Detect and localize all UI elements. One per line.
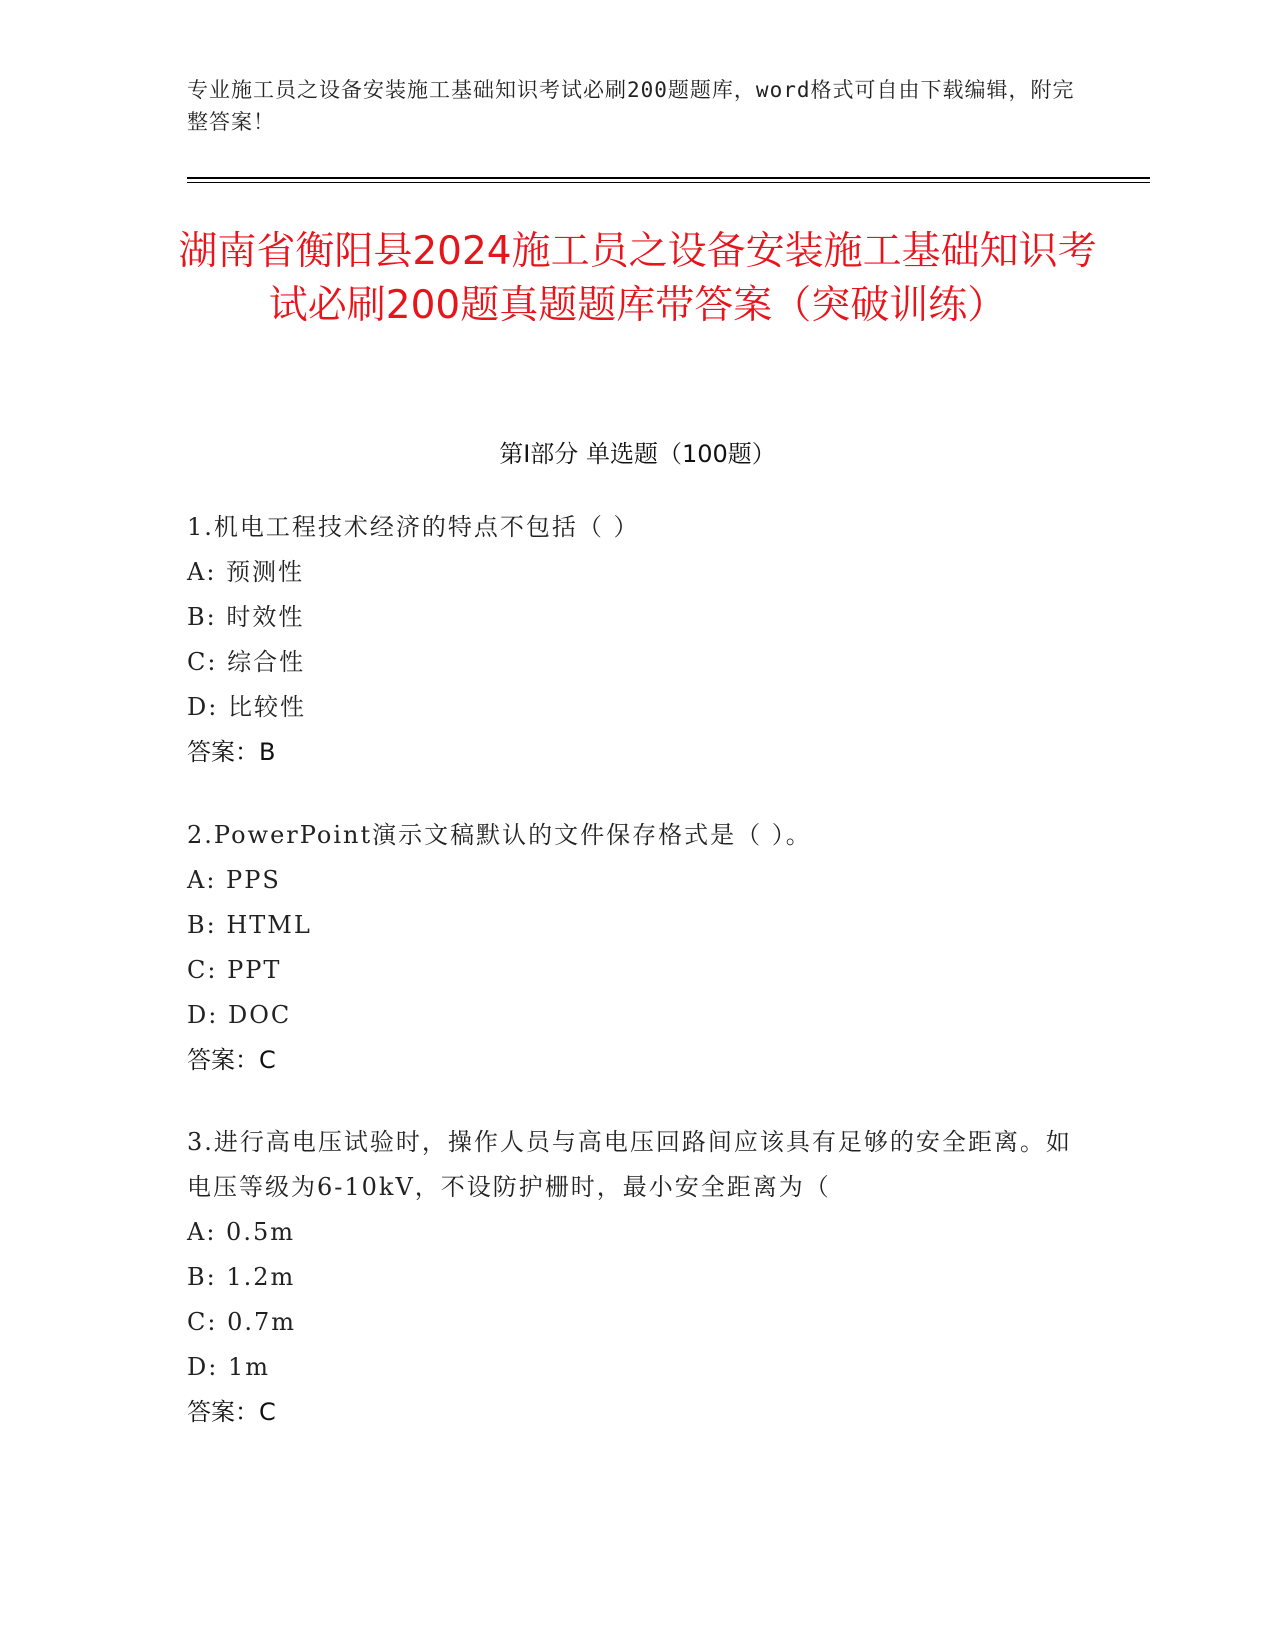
answer-line: 答案：C — [187, 1398, 276, 1426]
answer-line: 答案：B — [187, 738, 276, 766]
header-divider-thick — [187, 177, 1150, 179]
section-title: 第Ⅰ部分 单选题（100题） — [499, 440, 776, 468]
question-block — [187, 1120, 1087, 1435]
option-d: D: DOC — [187, 1001, 292, 1029]
option-b: B: HTML — [187, 911, 312, 939]
option-d: D: 1m — [187, 1353, 270, 1381]
header-divider-thin — [187, 182, 1150, 183]
answer-line: 答案：C — [187, 1046, 276, 1074]
question-stem: 3.进行高电压试验时，操作人员与高电压回路间应该具有足够的安全距离。如电压等级为6-10kV，不设防护栅时，最小安全距离为（ — [187, 1128, 1072, 1201]
question-block — [187, 505, 1087, 775]
header-note: 专业施工员之设备安装施工基础知识考试必刷200题题库，word格式可自由下载编辑，附完整答案！ — [187, 78, 1075, 134]
option-a: A: PPS — [187, 866, 281, 894]
option-b: B: 时效性 — [187, 603, 305, 631]
option-d: D: 比较性 — [187, 693, 306, 721]
option-a: A: 0.5m — [187, 1218, 295, 1246]
option-a: A: 预测性 — [187, 558, 305, 586]
option-c: C: 0.7m — [187, 1308, 297, 1336]
option-c: C: 综合性 — [187, 648, 306, 676]
document-title: 湖南省衡阳县2024施工员之设备安装施工基础知识考试必刷200题真题题库带答案（突破训练） — [178, 229, 1097, 328]
question-block — [187, 813, 1087, 1083]
question-stem: 2.PowerPoint演示文稿默认的文件保存格式是（ ）。 — [187, 821, 812, 849]
question-stem: 1.机电工程技术经济的特点不包括（ ） — [187, 513, 640, 541]
option-b: B: 1.2m — [187, 1263, 296, 1291]
option-c: C: PPT — [187, 956, 282, 984]
